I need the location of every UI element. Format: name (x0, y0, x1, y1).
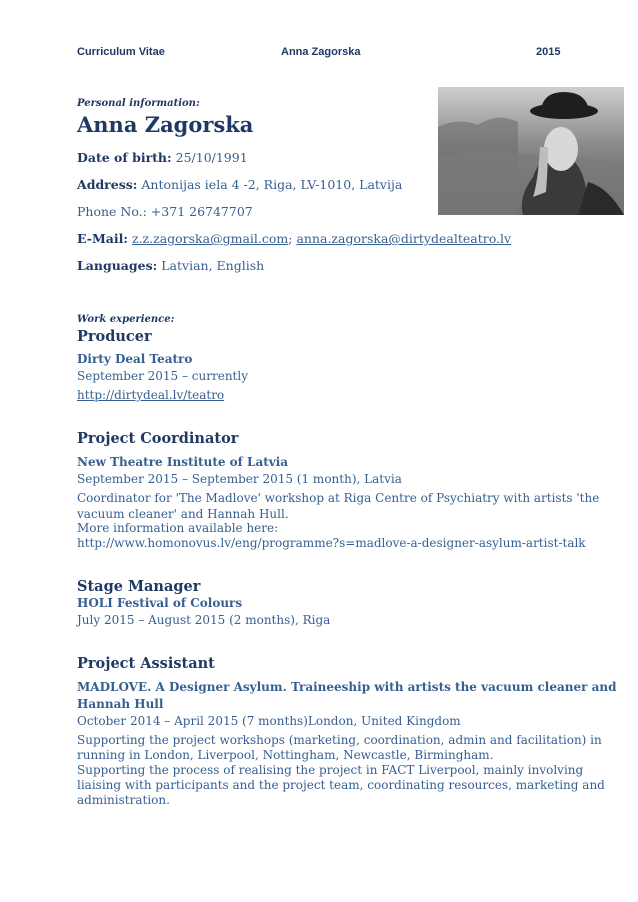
header-doc-type: Curriculum Vitae (77, 46, 165, 58)
job-title: Producer (77, 328, 152, 345)
job-description-line: running in London, Liverpool, Nottingham, Newcastle, Birmingham. (77, 748, 494, 762)
email-link-work[interactable]: anna.zagorska@dirtydealteatro.lv (296, 231, 512, 246)
job-org: HOLI Festival of Colours (77, 596, 243, 610)
job-org: New Theatre Institute of Latvia (77, 455, 289, 469)
email-row (77, 231, 511, 247)
profile-photo (438, 87, 624, 215)
job-description-line: More information available here: (77, 521, 279, 535)
address-row (77, 177, 402, 193)
address-label: Address: (77, 177, 138, 192)
job-description-line: Supporting the process of realising the project in FACT Liverpool, mainly involving (77, 763, 584, 777)
job-org: MADLOVE. A Designer Asylum. Traineeship with artists the vacuum cleaner and (77, 680, 617, 694)
work-section-label: Work experience: (77, 314, 175, 325)
job-link[interactable]: http://dirtydeal.lv/teatro (77, 388, 225, 402)
job-period: July 2015 – August 2015 (2 months), Riga (77, 613, 331, 627)
job-description-line: Supporting the project workshops (marketing, coordination, admin and facilitation) in (77, 733, 602, 747)
languages-value: Latvian, English (161, 258, 265, 273)
job-org: Hannah Hull (77, 697, 164, 711)
job-description-line: vacuum cleaner' and Hannah Hull. (77, 507, 289, 521)
job-period: October 2014 – April 2015 (7 months)London, United Kingdom (77, 714, 461, 728)
dob-row (77, 150, 248, 166)
job-description-line: administration. (77, 793, 170, 807)
personal-section-label: Personal information: (77, 98, 200, 109)
job-org: Dirty Deal Teatro (77, 352, 193, 366)
job-description-line: Coordinator for 'The Madlove' workshop at Riga Centre of Psychiatry with artists 'the (77, 491, 600, 505)
job-title: Project Coordinator (77, 430, 239, 447)
job-title: Project Assistant (77, 655, 215, 672)
email-label: E-Mail: (77, 231, 128, 246)
header-year: 2015 (536, 46, 561, 58)
job-title: Stage Manager (77, 578, 201, 595)
job-description-line: liaising with participants and the project team, coordinating resources, marketing and (77, 778, 605, 792)
person-name: Anna Zagorska (77, 112, 254, 137)
dob-label: Date of birth: (77, 150, 172, 165)
languages-row (77, 258, 264, 274)
job-period: September 2015 – September 2015 (1 month), Latvia (77, 472, 402, 486)
languages-label: Languages: (77, 258, 158, 273)
email-separator: ; (288, 231, 293, 246)
email-link-personal[interactable]: z.z.zagorska@gmail.com (131, 231, 289, 246)
header-name: Anna Zagorska (281, 46, 361, 58)
job-description-url: http://www.homonovus.lv/eng/programme?s=madlove-a-designer-asylum-artist-talk (77, 536, 586, 550)
dob-value: 25/10/1991 (175, 150, 248, 165)
phone-row: Phone No.: +371 26747707 (77, 204, 253, 219)
address-value: Antonijas iela 4 -2, Riga, LV-1010, Latvija (141, 177, 403, 192)
job-period: September 2015 – currently (77, 369, 248, 383)
